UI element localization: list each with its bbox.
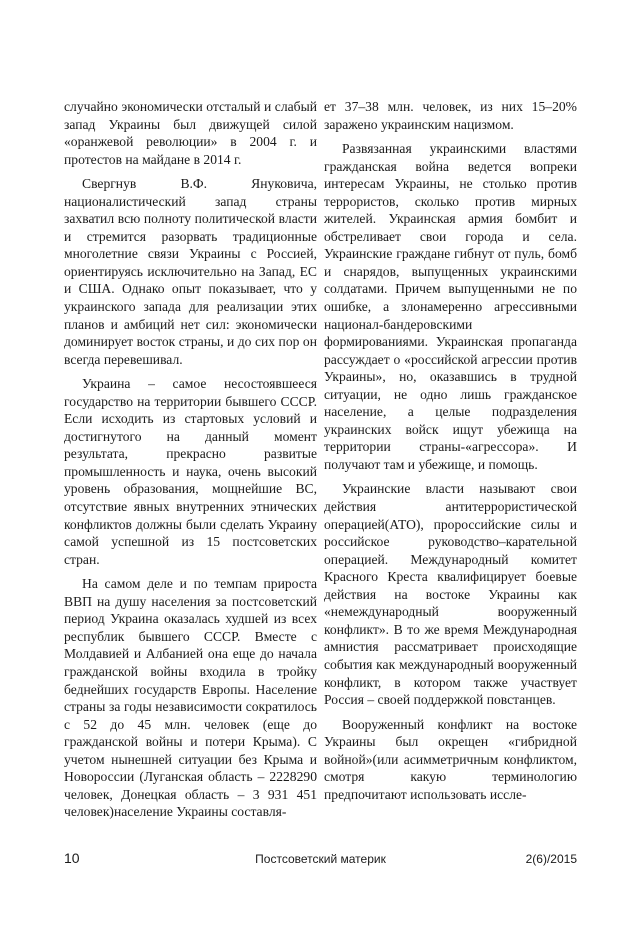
page-number: 10 — [64, 850, 80, 866]
paragraph: Вооруженный конфликт на востоке Украины был окрещен «гибридной войной»(или асимметричным конфликтом, смотря какую терминологию предпочитают использовать иссле- — [324, 716, 577, 802]
paragraph: Украинские власти называют свои действия антитеррористической операцией(АТО), пророссийские силы и российское руководство–карательной операцией. Международный комитет Красного Креста квалифицирует боевые действия на востоке Украины как «немеждународный вооруженный конфликт». В то же время Международная амнистия рассматривает происходящие события как международный вооруженный конфликт, в котором также участвует Россия – своей поддержкой повстанцев. — [324, 481, 577, 708]
paragraph: ет 37–38 млн. человек, из них 15–20% заражено украинским нацизмом. — [324, 99, 577, 132]
paragraph: Развязанная украинскими властями гражданская война ведется вопреки интересам Украины, не столько против террористов, сколько против мирных жителей. Украинская армия бомбит и обстреливает свои города и села. Украинские граждане гибнут от пуль, бомб и снарядов, выпущенных украинскими солдатами. Причем выпущенными не по ошибке, а злонамеренно агрессивными национал-бандеровскими формированиями. Украинская пропаганда рассуждает о «российской агрессии против Украины», но, оказавшись в трудной ситуации, не одно лишь гражданское население, а целые подразделения украинских войск ищут убежища на территории страны-«агрессора». И получают там и убежище, и помощь. — [324, 141, 577, 472]
page-footer — [64, 852, 577, 870]
left-text-column — [64, 98, 317, 828]
paragraph: Украина – самое несостоявшееся государство на территории бывшего СССР. Если исходить из стартовых условий и достигнутого на данный момент результата, прекрасно развитые промышленность и наука, очень высокий уровень образования, мощнейшие ВС, отсутствие явных внутренних этнических конфликтов должны были сделать Украину самой успешной из 15 постсоветских стран. — [64, 376, 317, 567]
journal-title: Постсоветский материк — [255, 852, 386, 866]
paragraph: На самом деле и по темпам прироста ВВП на душу населения за постсоветский период Украина оказалась худшей из всех республик бывшего СССР. Вместе с Молдавией и Албанией она еще до начала гражданской войны входила в тройку беднейших государств Европы. Население страны за годы независимости сократилось с 52 до 45 млн. человек (еще до гражданской войны и потери Крыма). С учетом нынешней ситуации без Крыма и Новороссии (Луганская область – 2228290 человек, Донецкая область – 3 931 451 человек)население Украины составля- — [64, 576, 317, 820]
issue-number: 2(6)/2015 — [525, 852, 577, 866]
paragraph: Свергнув В.Ф. Януковича, националистический запад страны захватил всю полноту политической власти и стремится разорвать традиционные многолетние связи Украины с Россией, ориентируясь исключительно на Запад, ЕС и США. Однако опыт показывает, что у украинского запада для реализации этих планов и амбиций нет сил: экономически доминирует восток страны, и до сих пор он всегда перевешивал. — [64, 176, 317, 367]
paragraph: случайно экономически отсталый и слабый запад Украины был движущей силой «оранжевой революции» в 2004 г. и протестов на майдане в 2014 г. — [64, 99, 317, 167]
right-text-column — [324, 98, 577, 810]
